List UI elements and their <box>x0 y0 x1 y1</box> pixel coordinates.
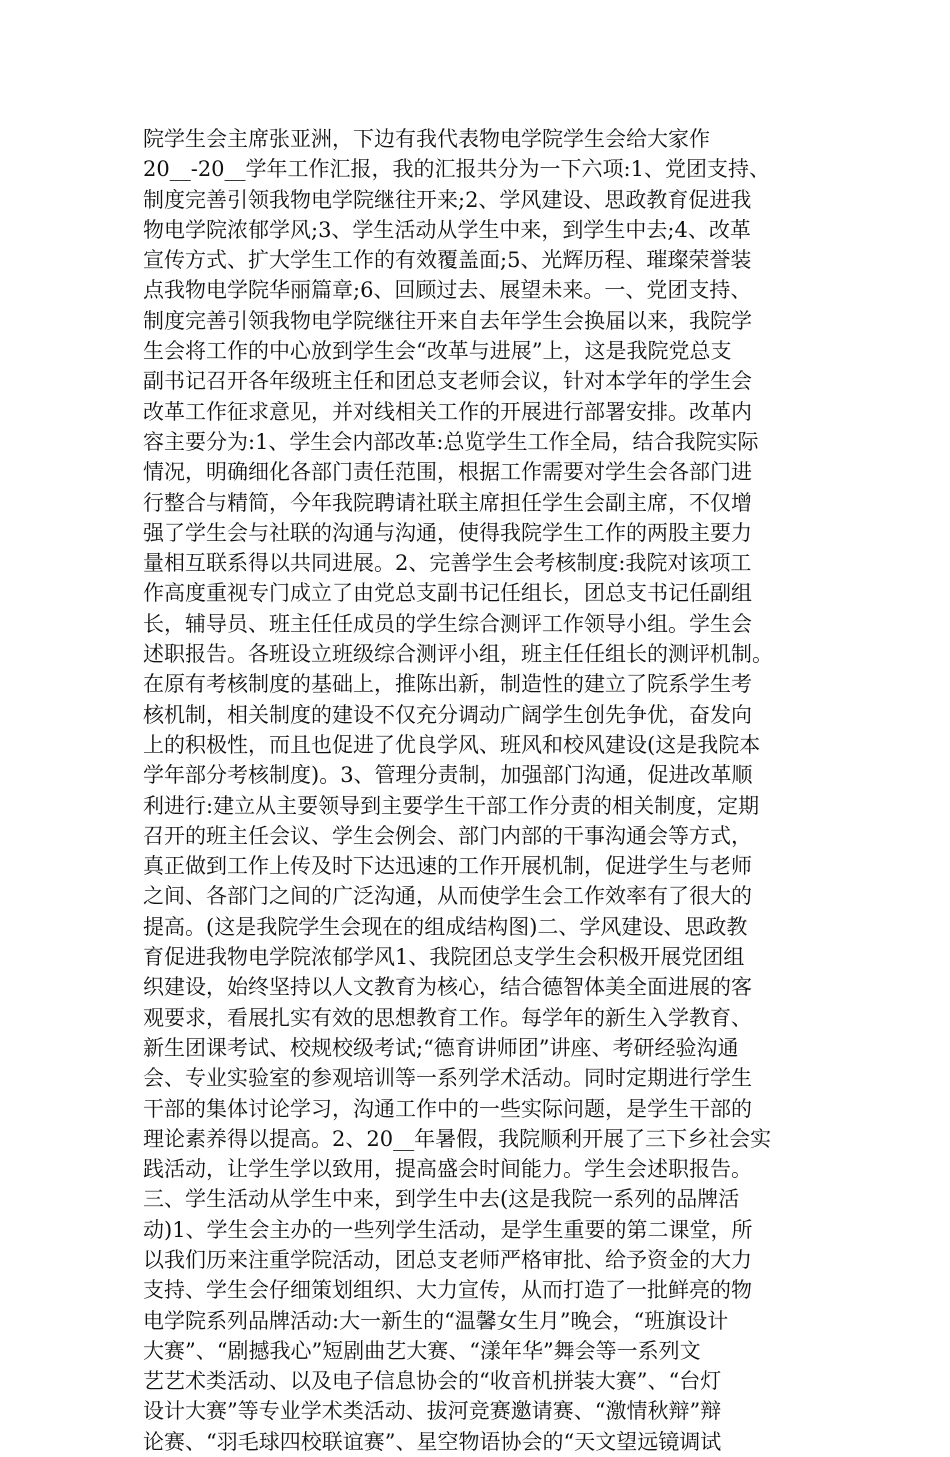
text-line: 学年部分考核制度)。3、管理分责制，加强部门沟通，促进改革顺 <box>143 763 753 788</box>
text-line: 大赛”、“剧撼我心”短剧曲艺大赛、“漾年华”舞会等一系列文 <box>143 1338 701 1363</box>
text-line: 作高度重视专门成立了由党总支副书记任组长，团总支书记任副组 <box>143 581 752 606</box>
text-line: 践活动，让学生学以致用，提高盛会时间能力。学生会述职报告。 <box>143 1157 752 1182</box>
text-line: 设计大赛”等专业学术类活动、拔河竞赛邀请赛、“激情秋辩”辩 <box>143 1399 722 1424</box>
text-line: 论赛、“羽毛球四校联谊赛”、星空物语协会的“天文望远镜调试 <box>143 1429 722 1454</box>
text-line: 副书记召开各年级班主任和团总支老师会议，针对本学年的学生会 <box>143 369 752 394</box>
text-line: 20__-20__学年工作汇报，我的汇报共分为一下六项:1、党团支持、 <box>143 157 770 182</box>
text-line: 新生团课考试、校规校级考试;“德育讲师团”讲座、考研经验沟通 <box>143 1035 739 1060</box>
text-line: 制度完善引领我物电学院继往开来自去年学生会换届以来，我院学 <box>143 308 752 333</box>
text-line: 宣传方式、扩大学生工作的有效覆盖面;5、光辉历程、璀璨荣誉装 <box>143 248 752 273</box>
text-line: 真正做到工作上传及时下达迅速的工作开展机制，促进学生与老师 <box>143 854 752 879</box>
text-line: 长，辅导员、班主任任成员的学生综合测评工作领导小组。学生会 <box>143 611 752 636</box>
text-line: 点我物电学院华丽篇章;6、回顾过去、展望未来。一、党团支持、 <box>143 278 752 303</box>
text-line: 行整合与精简，今年我院聘请社联主席担任学生会副主席，不仅增 <box>143 490 752 515</box>
body-text <box>143 124 811 1457</box>
text-line: 情况，明确细化各部门责任范围，根据工作需要对学生会各部门进 <box>143 460 752 485</box>
text-line: 制度完善引领我物电学院继往开来;2、学风建设、思政教育促进我 <box>143 187 752 212</box>
text-line: 强了学生会与社联的沟通与沟通，使得我院学生工作的两股主要力 <box>143 520 752 545</box>
text-line: 织建设，始终坚持以人文教育为核心，结合德智体美全面进展的客 <box>143 975 752 1000</box>
text-line: 理论素养得以提高。2、20__年暑假，我院顺利开展了三下乡社会实 <box>143 1126 772 1151</box>
text-line: 上的积极性，而且也促进了优良学风、班风和校风建设(这是我院本 <box>143 732 761 757</box>
text-line: 量相互联系得以共同进展。2、完善学生会考核制度:我院对该项工 <box>143 551 752 576</box>
text-line: 提高。(这是我院学生会现在的组成结构图)二、学风建设、思政教 <box>143 914 748 939</box>
text-line: 改革工作征求意见，并对线相关工作的开展进行部署安排。改革内 <box>143 399 752 424</box>
text-line: 会、专业实验室的参观培训等一系列学术活动。同时定期进行学生 <box>143 1066 752 1091</box>
text-line: 院学生会主席张亚洲，下边有我代表物电学院学生会给大家作 <box>143 127 710 151</box>
text-line: 动)1、学生会主办的一些列学生活动，是学生重要的第二课堂，所 <box>143 1217 753 1242</box>
text-line: 育促进我物电学院浓郁学风1、我院团总支学生会积极开展党团组 <box>143 945 745 970</box>
text-line: 观要求，看展扎实有效的思想教育工作。每学年的新生入学教育、 <box>143 1005 752 1030</box>
text-line: 支持、学生会仔细策划组织、大力宣传，从而打造了一批鲜亮的物 <box>143 1278 752 1303</box>
text-line: 艺艺术类活动、以及电子信息协会的“收音机拼装大赛”、“台灯 <box>143 1369 722 1394</box>
text-line: 电学院系列品牌活动:大一新生的“温馨女生月”晚会，“班旗设计 <box>143 1308 729 1333</box>
text-line: 生会将工作的中心放到学生会“改革与进展”上，这是我院党总支 <box>143 339 732 364</box>
text-line: 物电学院浓郁学风;3、学生活动从学生中来，到学生中去;4、改革 <box>143 217 751 242</box>
text-line: 以我们历来注重学院活动，团总支老师严格审批、给予资金的大力 <box>143 1247 752 1272</box>
text-line: 在原有考核制度的基础上，推陈出新，制造性的建立了院系学生考 <box>143 672 752 697</box>
text-line: 之间、各部门之间的广泛沟通，从而使学生会工作效率有了很大的 <box>143 884 752 909</box>
text-line: 三、学生活动从学生中来，到学生中去(这是我院一系列的品牌活 <box>143 1187 740 1212</box>
text-line: 干部的集体讨论学习，沟通工作中的一些实际问题，是学生干部的 <box>143 1096 752 1121</box>
text-line: 核机制，相关制度的建设不仅充分调动广阔学生创先争优，奋发向 <box>143 702 752 727</box>
text-line: 召开的班主任会议、学生会例会、部门内部的干事沟通会等方式， <box>143 823 752 848</box>
text-line: 利进行:建立从主要领导到主要学生干部工作分责的相关制度，定期 <box>143 793 760 818</box>
text-line: 容主要分为:1、学生会内部改革:总览学生工作全局，结合我院实际 <box>143 429 759 454</box>
text-line: 述职报告。各班设立班级综合测评小组，班主任任组长的测评机制。 <box>143 642 773 667</box>
